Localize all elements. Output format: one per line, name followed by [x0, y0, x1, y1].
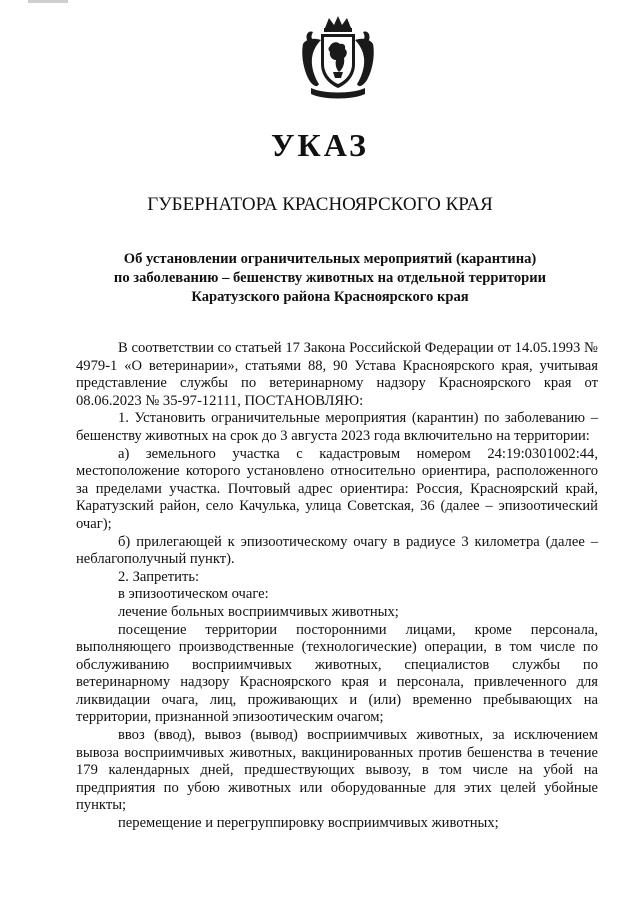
body-paragraph: ввоз (ввод), вывоз (вывод) восприимчивых животных, за исключением вывоза восприимчивых животных, вакцинированных против бешенства в течение 179 календарных дней, предшествующих вывозу, в том числе на убой на предприятия по убою животных или оборудованные для этих целей убойные пункты;: [76, 727, 598, 814]
body-paragraph: посещение территории посторонними лицами, кроме персонала, выполняющего производственные (технологические) операции, в том числе по обслуживанию восприимчивых животных, специалистов службы по ветеринарному надзору Красноярского края и персонала, привлеченного для ликвидации очага, лиц, проживающих и (или) временно пребывающих на территории, признанной эпизоотическим очагом;: [76, 621, 598, 726]
heading-line: Каратузского района Красноярского края: [191, 289, 469, 305]
body-paragraph: лечение больных восприимчивых животных;: [118, 603, 399, 620]
body-paragraph: перемещение и перегруппировку восприимчивых животных;: [118, 815, 499, 832]
body-paragraph: 2. Запретить:: [118, 568, 200, 585]
body-paragraph: В соответствии со статьей 17 Закона Российской Федерации от 14.05.1993 № 4979-1 «О ветеринарии», статьями 88, 90 Устава Красноярского края, учитывая представление службы по ветеринарному надзору Красноярского края от 08.06.2023 № 35-97-12111, ПОСТАНОВЛЯЮ:: [76, 340, 598, 409]
heading-line: Об установлении ограничительных мероприятий (карантина): [123, 251, 537, 267]
heading-line: по заболеванию – бешенству животных на отдельной территории: [113, 270, 547, 286]
body-paragraph: в эпизоотическом очаге:: [118, 586, 269, 603]
body-paragraph: а) земельного участка с кадастровым номером 24:19:0301002:44, местоположение которого установлено относительно ориентира, расположенного за пределами участка. Почтовый адрес ориентира: Россия, Красноярский край, Каратузский район, село Качулька, улица Советская, 36 (далее – эпизоотический очаг);: [76, 445, 598, 532]
coat-of-arms-icon: [299, 14, 377, 100]
decree-heading: [60, 250, 600, 307]
document-subtitle: ГУБЕРНАТОРА КРАСНОЯРСКОГО КРАЯ: [147, 194, 493, 215]
body-paragraph: 1. Установить ограничительные мероприятия (карантин) по заболеванию – бешенству животных на срок до 3 августа 2023 года включительно на территории:: [76, 410, 598, 444]
scan-artifact: [28, 0, 68, 3]
decree-body: [76, 340, 598, 833]
document-title: УКАЗ: [271, 127, 369, 163]
body-paragraph: б) прилегающей к эпизоотическому очагу в радиусе 3 километра (далее – неблагополучный пункт).: [76, 533, 598, 568]
